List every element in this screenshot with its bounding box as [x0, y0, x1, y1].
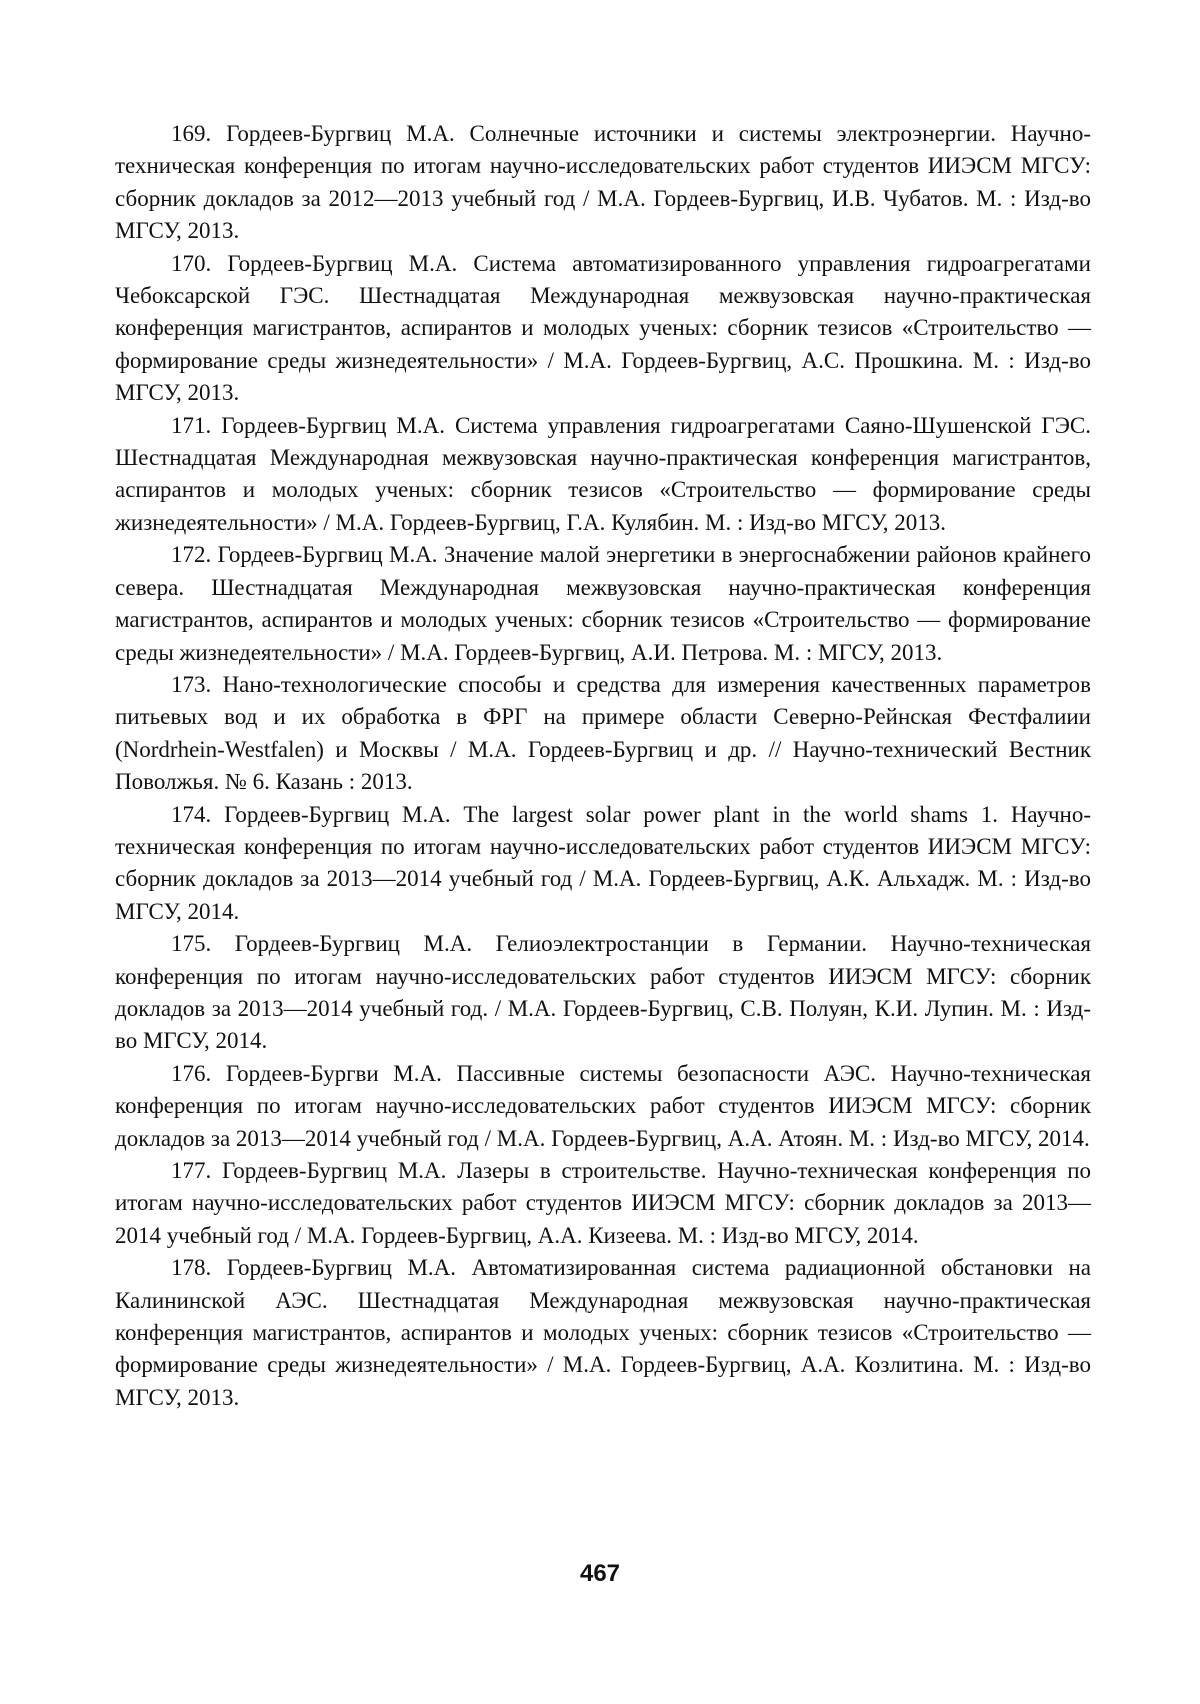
bibliography-entry-177: 177. Гордеев-Бургвиц М.А. Лазеры в строительстве. Научно-техническая конференция по итогам научно-исследовательских работ студентов ИИЭСМ МГСУ: сборник докладов за 2013—2014 учебный год / М.А. Гордеев-Бургвиц, А.А. Кизеева. М. : Изд-во МГСУ, 2014.	[115, 1158, 1091, 1248]
page-number: 467	[579, 1560, 621, 1587]
bibliography-entry-171: 171. Гордеев-Бургвиц М.А. Система управления гидроагрегатами Саяно-Шушенской ГЭС. Шестнадцатая Международная межвузовская научно-практическая конференция магистрантов, аспирантов и молодых ученых: сборник тезисов «Строительство — формирование среды жизнедеятельности» / М.А. Гордеев-Бургвиц, Г.А. Кулябин. М. : Изд-во МГСУ, 2013.	[115, 412, 1091, 535]
bibliography-entry-176: 176. Гордеев-Бургви М.А. Пассивные системы безопасности АЭС. Научно-техническая конференция по итогам научно-исследовательских работ студентов ИИЭСМ МГСУ: сборник докладов за 2013—2014 учебный год / М.А. Гордеев-Бургвиц, А.А. Атоян. М. : Изд-во МГСУ, 2014.	[115, 1060, 1091, 1151]
bibliography-entry-172: 172. Гордеев-Бургвиц М.А. Значение малой энергетики в энергоснабжении районов крайнего севера. Шестнадцатая Международная межвузовская научно-практическая конференция магистрантов, аспирантов и молодых ученых: сборник тезисов «Строительство — формирование среды жизнедеятельности» / М.А. Гордеев-Бургвиц, А.И. Петрова. М. : МГСУ, 2013.	[115, 542, 1091, 665]
bibliography-entry-169: 169. Гордеев-Бургвиц М.А. Солнечные источники и системы электроэнергии. Научно-техническая конференция по итогам научно-исследовательских работ студентов ИИЭСМ МГСУ: сборник докладов за 2012—2013 учебный год / М.А. Гордеев-Бургвиц, И.В. Чубатов. М. : Изд-во МГСУ, 2013.	[115, 121, 1091, 244]
bibliography-entry-178: 178. Гордеев-Бургвиц М.А. Автоматизированная система радиационной обстановки на Калининской АЭС. Шестнадцатая Международная межвузовская научно-практическая конференция магистрантов, аспирантов и молодых ученых: сборник тезисов «Строительство — формирование среды жизнедеятельности» / М.А. Гордеев-Бургвиц, А.А. Козлитина. М. : Изд-во МГСУ, 2013.	[115, 1255, 1091, 1410]
bibliography-entry-170: 170. Гордеев-Бургвиц М.А. Система автоматизированного управления гидроагрегатами Чебоксарской ГЭС. Шестнадцатая Международная межвузовская научно-практическая конференция магистрантов, аспирантов и молодых ученых: сборник тезисов «Строительство — формирование среды жизнедеятельности» / М.А. Гордеев-Бургвиц, А.С. Прошкина. М. : Изд-во МГСУ, 2013.	[115, 250, 1091, 406]
bibliography-entry-175: 175. Гордеев-Бургвиц М.А. Гелиоэлектростанции в Германии. Научно-техническая конференция по итогам научно-исследовательских работ студентов ИИЭСМ МГСУ: сборник докладов за 2013—2014 учебный год. / М.А. Гордеев-Бургвиц, С.В. Полуян, К.И. Лупин. М. : Изд-во МГСУ, 2014.	[115, 931, 1091, 1054]
bibliography-list	[115, 118, 1091, 1414]
bibliography-entry-173: 173. Нано-технологические способы и средства для измерения качественных параметров питьевых вод и их обработка в ФРГ на примере области Северно-Рейнская Фестфалиии (Nordrhein-Westfalen) и Москвы / М.А. Гордеев-Бургвиц и др. // Научно-технический Вестник Поволжья. № 6. Казань : 2013.	[115, 671, 1091, 795]
bibliography-entry-174: 174. Гордеев-Бургвиц М.А. The largest solar power plant in the world shams 1. Научно-техническая конференция по итогам научно-исследовательских работ студентов ИИЭСМ МГСУ: сборник докладов за 2013—2014 учебный год / М.А. Гордеев-Бургвиц, А.К. Альхадж. М. : Изд-во МГСУ, 2014.	[115, 801, 1091, 924]
